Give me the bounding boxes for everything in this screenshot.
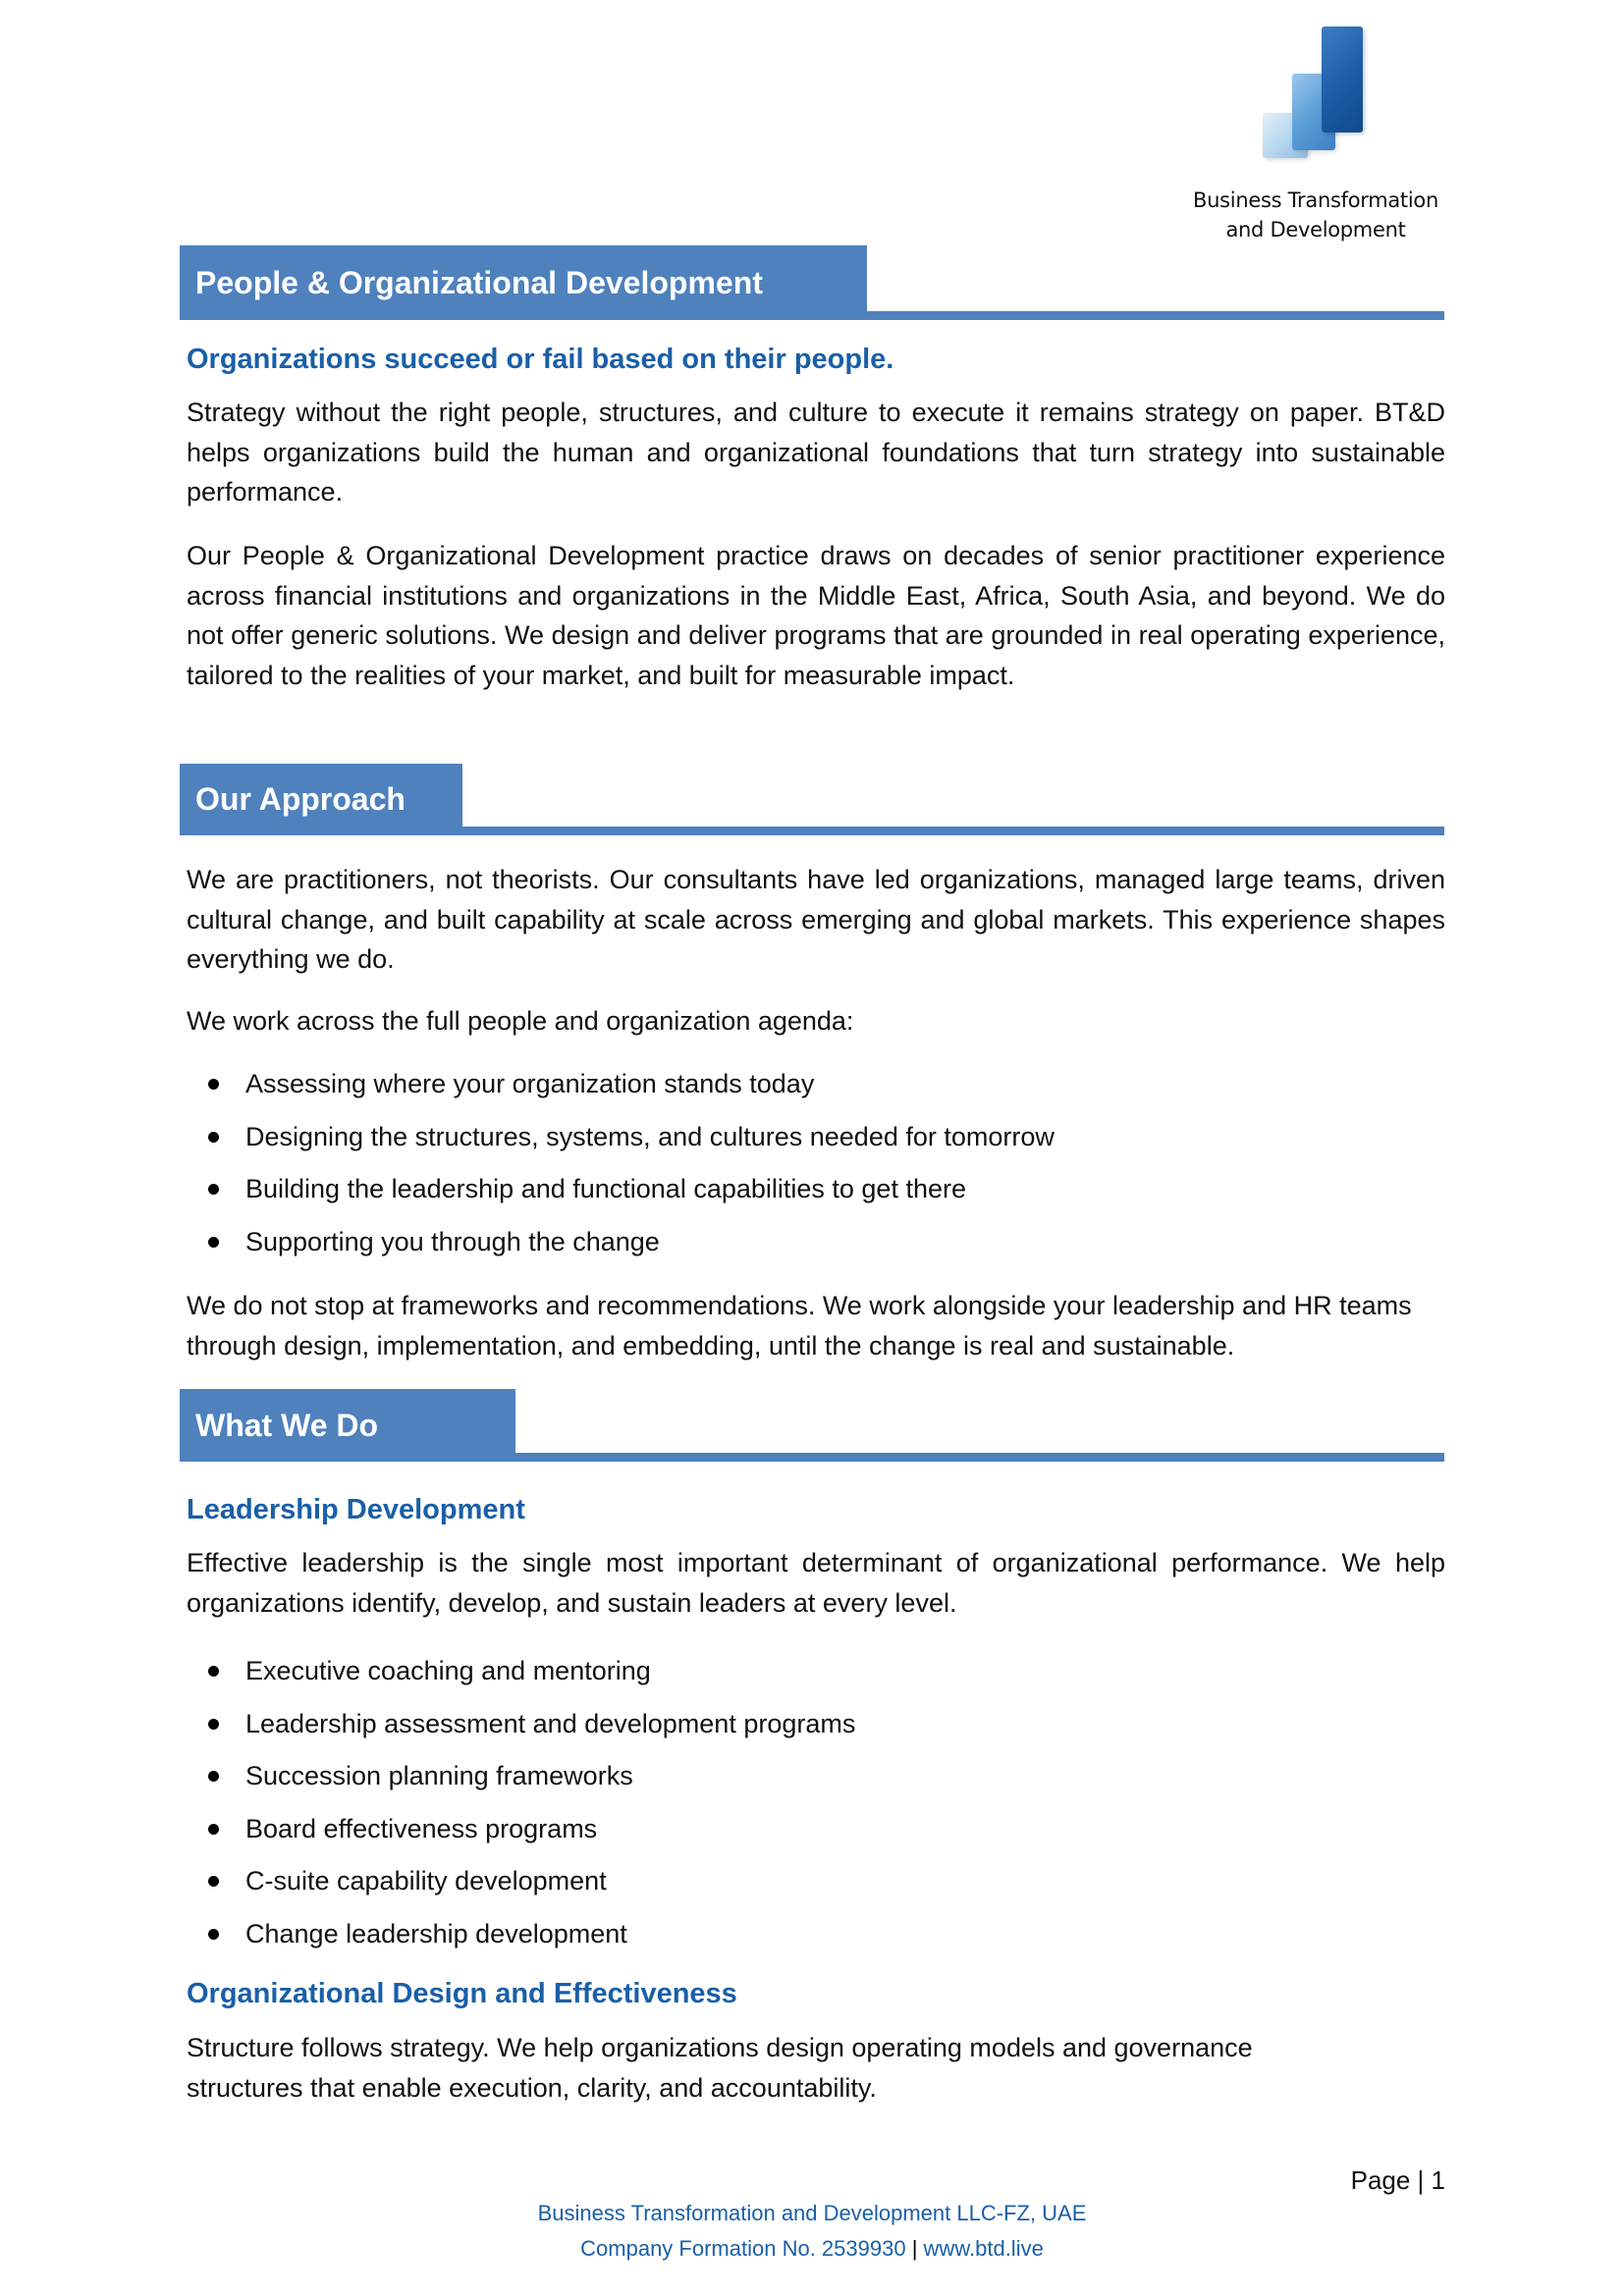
paragraph: We are practitioners, not theorists. Our consultants have led organizations, managed large teams, driven cultural change, and built capability at scale across emerging and global markets. This experience shapes everything we do. <box>187 865 1445 974</box>
footer-separator: | <box>911 2236 918 2261</box>
leadership-heading: Leadership Development <box>187 1494 525 1525</box>
website-link[interactable]: www.btd.live <box>923 2236 1044 2261</box>
section-rule <box>180 827 1444 835</box>
section-header-approach <box>180 764 1444 835</box>
list-item: Leadership assessment and development programs <box>187 1704 855 1757</box>
logo-bar-tall <box>1322 27 1363 133</box>
section-title-what-we-do: What We Do <box>180 1389 515 1462</box>
section-header-people <box>180 245 1444 320</box>
bullet-icon <box>208 1719 219 1730</box>
bullet-icon <box>208 1079 219 1090</box>
approach-para-1 <box>187 860 1445 980</box>
tagline-heading: Organizations succeed or fail based on their people. <box>187 344 894 375</box>
list-item: Executive coaching and mentoring <box>187 1651 855 1704</box>
section-header-what-we-do <box>180 1389 1444 1462</box>
bullet-icon <box>208 1184 219 1195</box>
org-design-para <box>187 2028 1365 2108</box>
bullet-icon <box>208 1771 219 1782</box>
approach-para-2 <box>187 1286 1445 1365</box>
section-title-people: People & Organizational Development <box>180 245 867 320</box>
footer-formation-line <box>0 2236 1624 2262</box>
company-formation-number: Company Formation No. 2539930 <box>580 2236 906 2261</box>
paragraph: Strategy without the right people, structures, and culture to execute it remains strategy on paper. BT&D helps organizations build the human and organizational foundations that turn strategy into sustainable performance. <box>187 398 1445 507</box>
bullet-icon <box>208 1929 219 1940</box>
section-rule <box>180 311 1444 320</box>
list-item: Designing the structures, systems, and cultures needed for tomorrow <box>187 1117 1055 1170</box>
leadership-bullet-list <box>187 1651 855 1966</box>
section-rule <box>180 1453 1444 1462</box>
paragraph: We do not stop at frameworks and recommendations. We work alongside your leadership and HR teams through design, implementation, and embedding, until the change is real and sustainable. <box>187 1291 1412 1361</box>
people-para-1 <box>187 393 1445 512</box>
list-item: Board effectiveness programs <box>187 1809 855 1862</box>
bullet-icon <box>208 1824 219 1835</box>
list-item: Supporting you through the change <box>187 1222 1055 1275</box>
paragraph: We work across the full people and organization agenda: <box>187 1006 854 1036</box>
logo-line-2: and Development <box>1225 218 1406 241</box>
approach-intro <box>187 1001 1445 1041</box>
paragraph: Effective leadership is the single most important determinant of organizational performance. We help organizations identify, develop, and sustain leaders at every level. <box>187 1548 1445 1618</box>
list-item: C-suite capability development <box>187 1861 855 1914</box>
bullet-icon <box>208 1876 219 1887</box>
logo-wordmark <box>1168 186 1463 244</box>
list-item: Change leadership development <box>187 1914 855 1967</box>
list-item: Building the leadership and functional capabilities to get there <box>187 1169 1055 1222</box>
paragraph: Our People & Organizational Development practice draws on decades of senior practitioner experience across financial institutions and organizations in the Middle East, Africa, South Asia, and beyond. We do not offer generic solutions. We design and deliver programs that are grounded in real operating experience, tailored to the realities of your market, and built for measurable impact. <box>187 541 1445 690</box>
company-logo <box>1168 27 1463 244</box>
list-item: Succession planning frameworks <box>187 1756 855 1809</box>
bullet-icon <box>208 1666 219 1677</box>
paragraph: Structure follows strategy. We help organizations design operating models and governance structures that enable execution, clarity, and accountability. <box>187 2033 1253 2103</box>
people-para-2 <box>187 536 1445 695</box>
section-title-approach: Our Approach <box>180 764 462 835</box>
bullet-icon <box>208 1237 219 1248</box>
org-design-heading: Organizational Design and Effectiveness <box>187 1978 737 2009</box>
footer-company-line: Business Transformation and Development LLC-FZ, UAE <box>537 2201 1087 2225</box>
bar-chart-logo-icon <box>1168 27 1463 160</box>
logo-line-1: Business Transformation <box>1193 188 1438 212</box>
page-number: Page | 1 <box>1350 2165 1445 2195</box>
leadership-para <box>187 1543 1445 1623</box>
approach-bullet-list <box>187 1064 1055 1274</box>
bullet-icon <box>208 1132 219 1143</box>
list-item: Assessing where your organization stands today <box>187 1064 1055 1117</box>
